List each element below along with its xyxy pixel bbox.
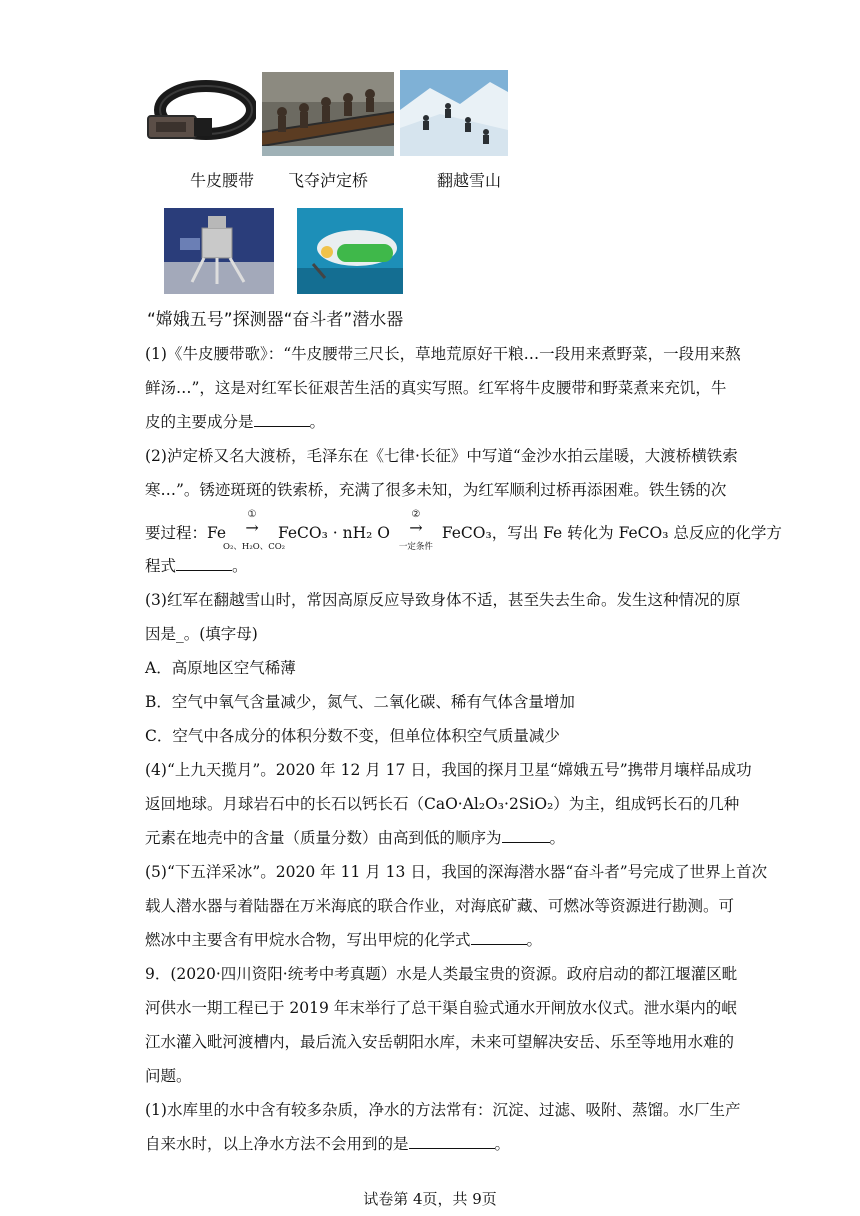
belt-image: [146, 72, 256, 156]
option-b: B．空气中氧气含量减少，氮气、二氧化碳、稀有气体含量增加: [145, 693, 575, 711]
answer-blank-1[interactable]: [254, 412, 310, 427]
q9-line4: 问题。: [145, 1067, 192, 1085]
q9-s1-line1: (1)水库里的水中含有较多杂质，净水的方法常有：沉淀、过滤、吸附、蒸馏。水厂生产: [145, 1101, 741, 1119]
q8-p4-line2: 返回地球。月球岩石中的长石以钙长石（CaO·Al₂O₃·2SiO₂）为主，组成钙长石的几种: [145, 795, 740, 813]
q9-line2: 河供水一期工程已于 2019 年末举行了总干渠自验式通水开闸放水仪式。泄水渠内的岷: [145, 999, 737, 1017]
q9-s1-line2: [145, 1134, 510, 1154]
lunar-probe-image: [164, 208, 274, 294]
q8-p2-equation-text: 程式: [145, 557, 177, 575]
reaction-arrow-2: [395, 509, 437, 552]
q8-p5-end: 。: [526, 931, 543, 949]
q8-p4-text: 元素在地壳中的含量（质量分数）由高到低的顺序为: [145, 829, 502, 847]
q9-line3: 江水灌入毗河渡槽内，最后流入安岳朝阳水库，未来可望解决安岳、乐至等地用水难的: [145, 1033, 735, 1051]
q8-p4-end: 。: [549, 829, 566, 847]
reaction-arrow-1: [223, 509, 286, 552]
caption-snow: 翻越雪山: [437, 171, 502, 190]
q8-p2-end: 。: [232, 557, 248, 575]
right-arrow-icon: →: [245, 518, 259, 537]
option-c: C．空气中各成分的体积分数不变，但单位体积空气质量减少: [145, 727, 560, 745]
q8-p5-line2: 载人潜水器与着陆器在万米海底的联合作业，对海底矿藏、可燃冰等资源进行勘测。可: [145, 897, 735, 915]
submersible-image: [297, 208, 403, 294]
q9-s1-end: 。: [494, 1135, 511, 1153]
q8-p2-line1: (2)泸定桥又名大渡桥，毛泽东在《七律·长征》中写道“金沙水拍云崖暖，大渡桥横铁索: [145, 447, 738, 465]
caption-belt: 牛皮腰带: [190, 171, 255, 190]
answer-blank-3[interactable]: [502, 828, 550, 843]
reaction-step-1-label: ①: [247, 509, 257, 520]
q8-p5-line1: (5)“下五洋采冰”。2020 年 11 月 13 日，我国的深海潜水器“奋斗者”号完成了世界上首次: [145, 863, 768, 881]
q8-p3-line1: (3)红军在翻越雪山时，常因高原反应导致身体不适，甚至失去生命。发生这种情况的原: [145, 591, 741, 609]
q8-p1-line3: [145, 412, 325, 432]
q8-p3-line2: 因是_。(填字母): [145, 625, 258, 643]
q9-s1-text: 自来水时，以上净水方法不会用到的是: [145, 1135, 409, 1153]
reaction-step-2-label: ②: [411, 509, 421, 520]
page-footer: 试卷第 4页，共 9页: [363, 1190, 497, 1208]
q8-p1-end: 。: [309, 413, 326, 431]
answer-blank-2[interactable]: [176, 556, 232, 571]
caption-bridge: 飞夺泸定桥: [288, 171, 369, 190]
q8-p4-line3: [145, 828, 565, 848]
q8-p5-line3: [145, 930, 542, 950]
reaction-condition-1: O₂、H₂O、CO₂: [223, 542, 286, 552]
q8-p1-line2: 鲜汤…”，这是对红军长征艰苦生活的真实写照。红军将牛皮腰带和野菜煮来充饥，牛: [145, 379, 727, 397]
q8-p2-pre: 要过程：Fe: [145, 524, 227, 542]
q8-p5-text: 燃冰中主要含有甲烷水合物，写出甲烷的化学式: [145, 931, 471, 949]
answer-blank-4[interactable]: [471, 930, 527, 945]
q8-p2-post: FeCO₃，写出 Fe 转化为 FeCO₃ 总反应的化学方: [441, 524, 782, 542]
q8-p2-line4: [145, 556, 248, 576]
answer-blank-5[interactable]: [409, 1134, 495, 1149]
reaction-condition-2: 一定条件: [398, 542, 433, 552]
option-a: A．高原地区空气稀薄: [145, 659, 296, 677]
q9-line1: 9．(2020·四川资阳·统考中考真题）水是人类最宝贵的资源。政府启动的都江堰灌区毗: [145, 965, 738, 983]
q8-p2-mid: FeCO₃ · nH₂ O: [277, 524, 390, 542]
q8-p2-line2: 寒…”。锈迹斑斑的铁索桥，充满了很多未知，为红军顺利过桥再添困难。铁生锈的次: [145, 481, 727, 499]
caption-probe-submersible: “嫦娥五号”探测器“奋斗者”潜水器: [147, 310, 404, 330]
q8-p1-text: 皮的主要成分是: [145, 413, 254, 431]
right-arrow-icon: →: [409, 518, 423, 537]
q8-p1-line1: (1)《牛皮腰带歌》：“牛皮腰带三尺长，草地荒原好干粮…一段用来煮野菜，一段用来熬: [145, 345, 741, 363]
snow-mountain-image: [400, 70, 508, 156]
q8-p4-line1: (4)“上九天揽月”。2020 年 12 月 17 日，我国的探月卫星“嫦娥五号”携带月壤样品成功: [145, 761, 752, 779]
bridge-image: [262, 72, 394, 156]
q8-p2-line3: [145, 509, 782, 552]
